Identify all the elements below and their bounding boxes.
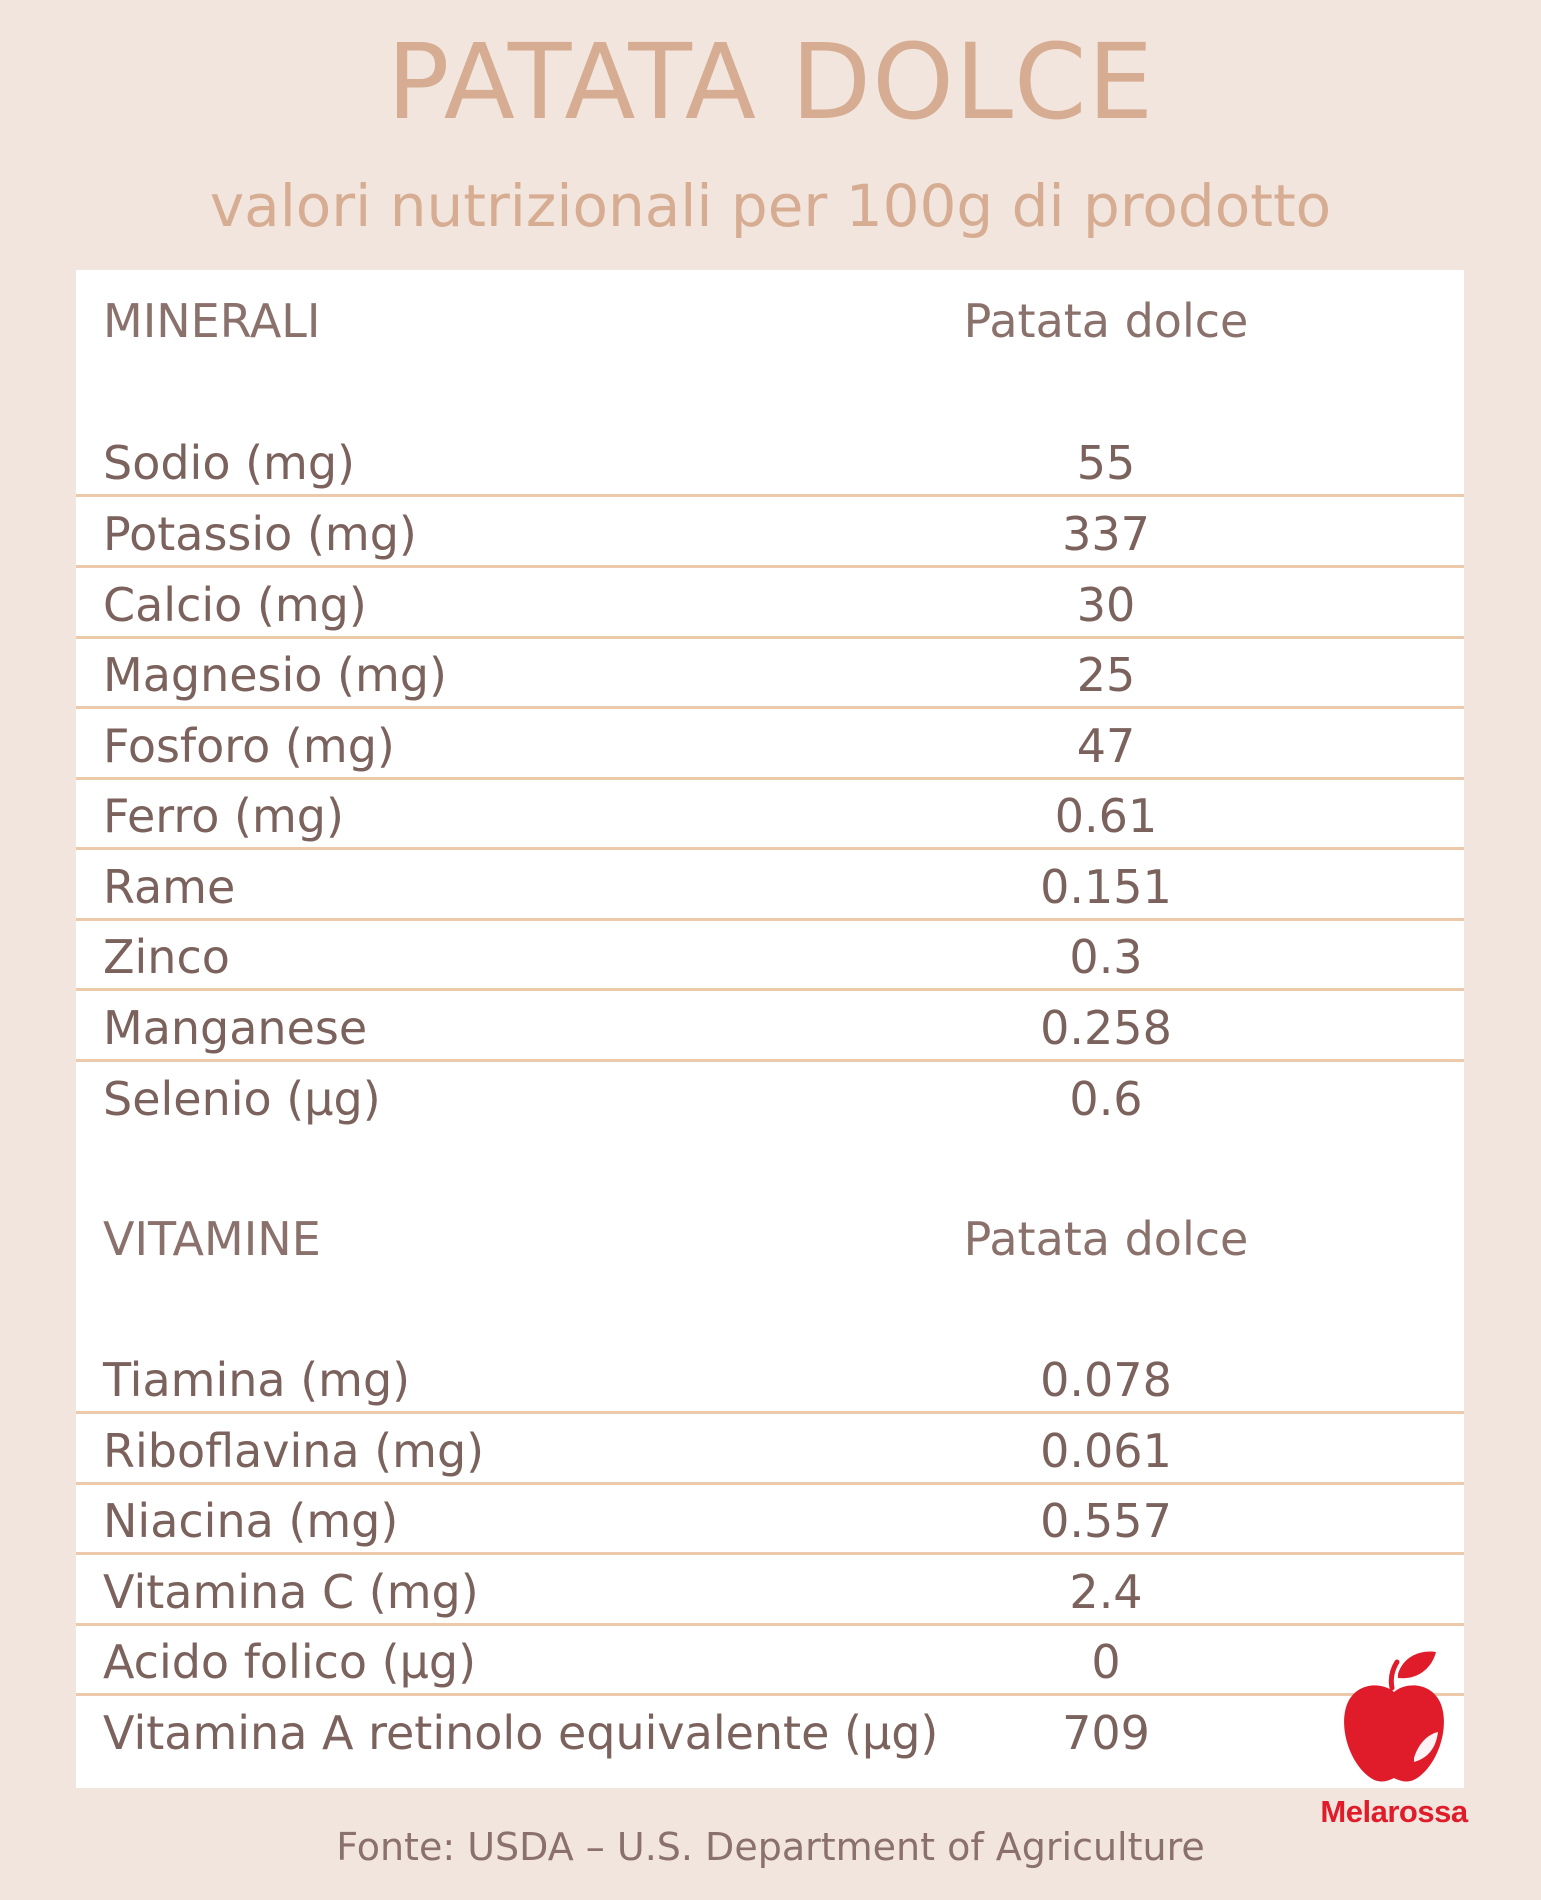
nutrient-label: Selenio (µg) — [103, 1072, 381, 1126]
nutrient-value: 0.061 — [1040, 1424, 1172, 1478]
table-row — [76, 717, 1464, 780]
table-row — [76, 1704, 1464, 1764]
minerals-header-row — [76, 292, 1464, 352]
table-row — [76, 505, 1464, 568]
nutrient-value: 0.61 — [1054, 789, 1158, 843]
nutrient-label: Vitamina C (mg) — [103, 1565, 479, 1619]
page-subtitle: valori nutrizionali per 100g di prodotto — [209, 172, 1332, 240]
nutrient-value: 709 — [1062, 1706, 1150, 1760]
table-row — [76, 787, 1464, 850]
nutrient-label: Sodio (mg) — [103, 436, 355, 490]
nutrient-value: 55 — [1076, 436, 1136, 490]
nutrient-value: 47 — [1076, 719, 1136, 773]
minerals-section-label: MINERALI — [103, 294, 321, 348]
nutrient-label: Acido folico (µg) — [103, 1635, 477, 1689]
nutrient-value: 0.151 — [1040, 860, 1172, 914]
minerals-column-label: Patata dolce — [963, 294, 1249, 348]
vitamins-column-label: Patata dolce — [963, 1212, 1249, 1266]
nutrient-value: 30 — [1076, 578, 1136, 632]
nutrient-label: Potassio (mg) — [103, 507, 417, 561]
apple-icon — [1340, 1648, 1448, 1788]
nutrient-value: 25 — [1076, 648, 1136, 702]
nutrient-label: Rame — [103, 860, 236, 914]
nutrient-value: 2.4 — [1069, 1565, 1143, 1619]
table-row — [76, 858, 1464, 921]
table-row — [76, 1633, 1464, 1696]
nutrient-label: Fosforo (mg) — [103, 719, 395, 773]
brand-name: Melarossa — [1320, 1794, 1468, 1829]
table-row — [76, 999, 1464, 1062]
table-row — [76, 1422, 1464, 1485]
nutrient-label: Niacina (mg) — [103, 1494, 399, 1548]
source-note: Fonte: USDA – U.S. Department of Agriculture — [336, 1825, 1205, 1869]
nutrient-value: 0.258 — [1040, 1001, 1172, 1055]
nutrient-label: Riboflavina (mg) — [103, 1424, 485, 1478]
nutrient-value: 0.6 — [1069, 1072, 1143, 1126]
nutrient-value: 0.078 — [1040, 1353, 1172, 1407]
nutrient-value: 337 — [1062, 507, 1150, 561]
table-row — [76, 1563, 1464, 1626]
nutrient-label: Ferro (mg) — [103, 789, 344, 843]
table-row — [76, 646, 1464, 709]
table-row — [76, 1070, 1464, 1130]
melarossa-logo — [1304, 1648, 1484, 1834]
nutrient-value: 0.3 — [1069, 930, 1143, 984]
table-row — [76, 576, 1464, 639]
nutrient-value: 0.557 — [1040, 1494, 1172, 1548]
nutrient-label: Zinco — [103, 930, 230, 984]
vitamins-section-label: VITAMINE — [103, 1212, 321, 1266]
nutrient-value: 0 — [1091, 1635, 1121, 1689]
table-row — [76, 1351, 1464, 1414]
nutrient-label: Calcio (mg) — [103, 578, 367, 632]
nutrient-label: Tiamina (mg) — [103, 1353, 411, 1407]
table-row — [76, 434, 1464, 497]
nutrient-label: Manganese — [103, 1001, 368, 1055]
nutrition-table — [76, 270, 1464, 1788]
table-row — [76, 928, 1464, 991]
nutrient-label: Vitamina A retinolo equivalente (µg) — [103, 1706, 939, 1760]
table-row — [76, 1492, 1464, 1555]
page-title: PATATA DOLCE — [386, 21, 1155, 143]
vitamins-header-row — [76, 1210, 1464, 1270]
nutrient-label: Magnesio (mg) — [103, 648, 447, 702]
